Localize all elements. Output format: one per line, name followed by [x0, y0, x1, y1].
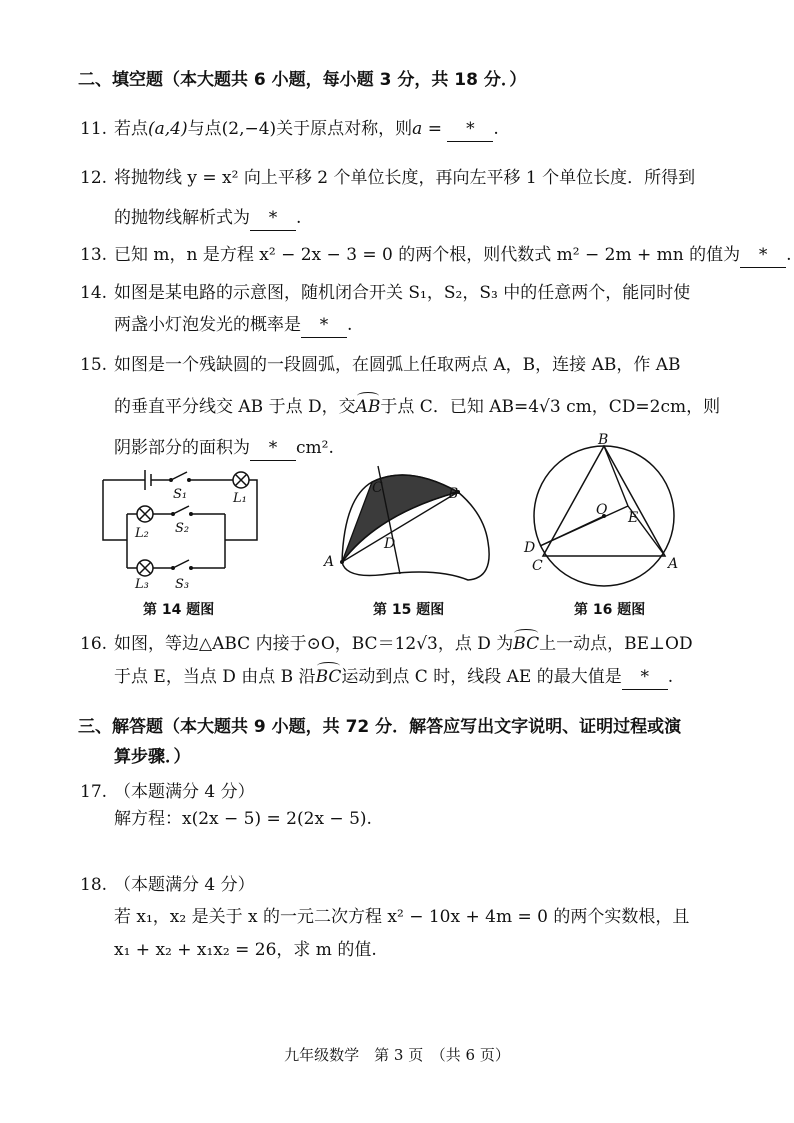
q11-text-a: 若点 [114, 119, 148, 139]
question-15 [80, 353, 681, 377]
q15-line-2a: 的垂直平分线交 AB 于点 D，交 [114, 397, 356, 417]
figure-16-circle [518, 430, 693, 595]
q14-line-1: 如图是某电路的示意图，随机闭合开关 S₁，S₂，S₃ 中的任意两个，能同时使 [114, 283, 691, 303]
label-c: C [532, 558, 543, 574]
arc-bc: BC [513, 634, 540, 654]
figure-14-caption: 第 14 题图 [143, 602, 215, 618]
segment-de [540, 506, 628, 546]
q12-end: . [296, 208, 302, 228]
label-a: A [324, 554, 335, 570]
label-l3: L₃ [135, 577, 149, 592]
q15-line-3-end: cm². [296, 438, 334, 458]
label-d: D [384, 536, 396, 552]
switch-s1 [171, 472, 187, 480]
segment-be [604, 446, 628, 506]
section-3-title-line-2: 算步骤．） [114, 747, 191, 767]
figure-14-circuit [95, 462, 265, 592]
q11-eq: = [422, 119, 448, 139]
q16-line-1a: 如图，等边△ABC 内接于⊙O，BC＝12√3，点 D 为 [114, 634, 514, 654]
question-13 [80, 243, 792, 268]
label-s2: S₂ [175, 521, 190, 536]
label-d: D [524, 540, 536, 556]
question-11 [80, 117, 499, 142]
circuit-wire-left [103, 480, 127, 540]
q11-text-c: 关于原点对称，则 [276, 119, 413, 139]
q15-line-2b: 于点 C．已知 AB=4√3 cm，CD=2cm，则 [380, 397, 721, 417]
question-number: 11. [80, 119, 108, 139]
question-number: 18. [80, 875, 108, 895]
label-s1: S₁ [173, 487, 188, 502]
q18-line-2: x₁ + x₂ + x₁x₂ = 26，求 m 的值. [114, 940, 377, 960]
section-3-title: 三、解答题（本大题共 9 小题，共 72 分．解答应写出文字说明、证明过程或演 [78, 717, 682, 737]
q13-text: 已知 m，n 是方程 x² − 2x − 3 = 0 的两个根，则代数式 m² − 2m + mn 的值为 [114, 245, 741, 265]
q11-point-1: (a,4) [148, 119, 188, 139]
q11-var: a [412, 119, 423, 139]
triangle-abc [543, 446, 665, 556]
answer-blank[interactable]: * [301, 313, 347, 338]
figure-15-caption: 第 15 题图 [373, 602, 445, 618]
arc-bc: BC [315, 667, 342, 687]
page-footer: 九年级数学 第 3 页 （共 6 页） [284, 1046, 510, 1064]
question-17 [80, 780, 255, 804]
q16-line-2a: 于点 E，当点 D 由点 B 沿 [114, 667, 316, 687]
q16-line-2b: 运动到点 C 时，线段 AE 的最大值是 [341, 667, 622, 687]
label-b: B [598, 432, 609, 448]
answer-blank[interactable]: * [740, 243, 786, 268]
question-15-line-2 [114, 395, 720, 419]
question-15-line-3 [114, 436, 334, 461]
answer-blank[interactable]: * [622, 665, 668, 690]
q11-end: . [493, 119, 499, 139]
question-12 [80, 166, 695, 190]
q16-line-1b: 上一动点，BE⊥OD [539, 634, 693, 654]
label-c: C [372, 480, 383, 496]
q15-line-1: 如图是一个残缺圆的一段圆弧，在圆弧上任取两点 A，B，连接 AB，作 AB [114, 355, 681, 375]
question-14-line-2 [114, 313, 352, 338]
q11-text-b: 与点 [187, 119, 222, 139]
q14-line-2-text: 两盏小灯泡发光的概率是 [114, 315, 301, 335]
label-o: O [596, 502, 608, 518]
q13-end: . [786, 245, 792, 265]
figure-15-arc [318, 462, 498, 587]
q12-line-1: 将抛物线 y = x² 向上平移 2 个单位长度，再向左平移 1 个单位长度．所得到 [114, 168, 696, 188]
figure-16-caption: 第 16 题图 [574, 602, 646, 618]
question-14 [80, 281, 690, 305]
question-number: 13. [80, 245, 108, 265]
arc-ab: AB [355, 397, 381, 417]
question-number: 14. [80, 283, 108, 303]
question-18 [80, 873, 255, 897]
section-2-title: 二、填空题（本大题共 6 小题，每小题 3 分，共 18 分．） [78, 70, 527, 90]
question-number: 16. [80, 634, 108, 654]
q17-score: （本题满分 4 分） [114, 782, 255, 802]
label-s3: S₃ [175, 577, 190, 592]
question-16-line-2 [114, 665, 673, 690]
answer-blank[interactable]: * [250, 436, 296, 461]
question-number: 17. [80, 782, 108, 802]
label-b: B [448, 486, 459, 502]
answer-blank[interactable]: * [447, 117, 493, 142]
q18-score: （本题满分 4 分） [114, 875, 255, 895]
label-e: E [628, 510, 639, 526]
question-number: 12. [80, 168, 108, 188]
q16-end: . [667, 667, 674, 687]
label-l2: L₂ [135, 526, 149, 541]
q15-line-3-text: 阴影部分的面积为 [114, 438, 250, 458]
question-12-line-2 [114, 206, 301, 231]
label-l1: L₁ [233, 491, 247, 506]
question-16 [80, 632, 693, 656]
q17-text: 解方程：x(2x − 5) = 2(2x − 5). [114, 809, 372, 829]
label-a: A [668, 556, 679, 572]
switch-s3 [173, 560, 189, 568]
shaded-region [342, 475, 458, 562]
q18-line-1: 若 x₁，x₂ 是关于 x 的一元二次方程 x² − 10x + 4m = 0 的两个实数根，且 [114, 907, 690, 927]
q12-line-2-text: 的抛物线解析式为 [114, 208, 250, 228]
q11-point-2: (2,−4) [221, 119, 277, 139]
question-number: 15. [80, 355, 108, 375]
switch-s2 [173, 506, 189, 514]
q14-end: . [347, 315, 353, 335]
answer-blank[interactable]: * [250, 206, 296, 231]
